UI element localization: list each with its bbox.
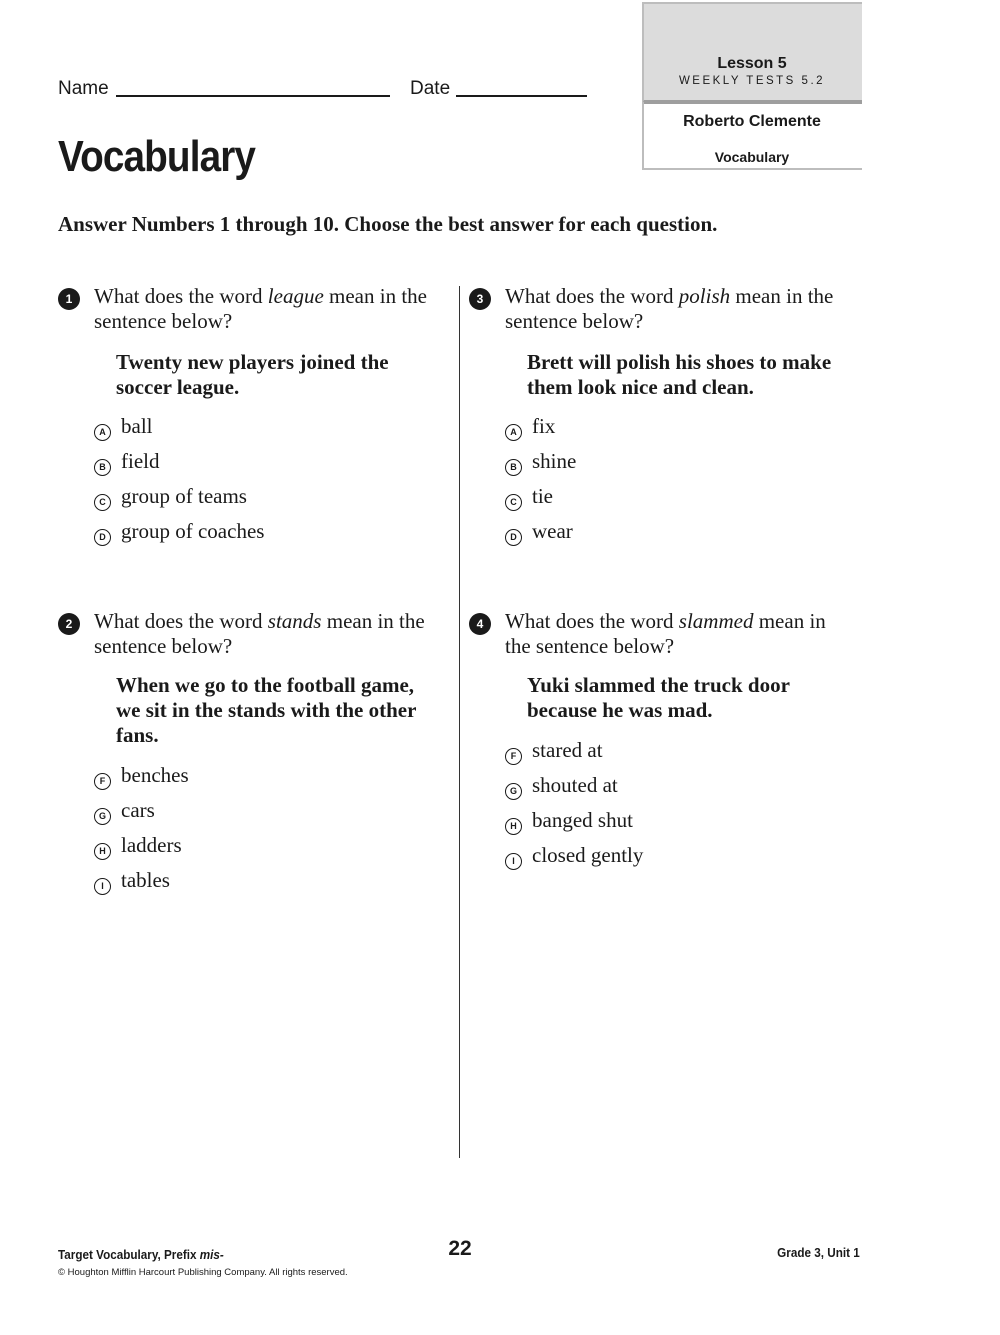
choice-text: shouted at	[532, 773, 618, 797]
stem-before: What does the word	[505, 609, 679, 633]
page-number: 22	[448, 1237, 472, 1260]
target-word: slammed	[678, 609, 754, 633]
choice-text: tie	[532, 484, 553, 508]
choice-text: ball	[121, 414, 153, 438]
answer-bubble[interactable]: I	[505, 853, 522, 870]
choice-text: field	[121, 449, 160, 473]
answer-bubble[interactable]: D	[94, 529, 111, 546]
question-number-badge: 4	[469, 613, 491, 635]
answer-bubble[interactable]: C	[94, 494, 111, 511]
answer-bubble[interactable]: A	[505, 424, 522, 441]
choice-text: ladders	[121, 833, 182, 857]
stem-after: mean in the sentence below?	[94, 609, 425, 658]
choice-text: group of teams	[121, 484, 247, 508]
stem-after: mean in the sentence below?	[505, 284, 834, 333]
answer-bubble[interactable]: A	[94, 424, 111, 441]
answer-bubble[interactable]: C	[505, 494, 522, 511]
target-word: stands	[267, 609, 322, 633]
answer-bubble[interactable]: H	[505, 818, 522, 835]
target-word: polish	[678, 284, 731, 308]
question-sentence: Yuki slammed the truck door because he was mad.	[527, 673, 790, 722]
choice-text: benches	[121, 763, 189, 787]
name-write-line[interactable]	[116, 95, 390, 97]
answer-bubble[interactable]: D	[505, 529, 522, 546]
choice-text: cars	[121, 798, 155, 822]
choice-text: stared at	[532, 738, 603, 762]
answer-bubble[interactable]: B	[94, 459, 111, 476]
choice-text: banged shut	[532, 808, 633, 832]
lesson-subtitle: WEEKLY TESTS 5.2	[678, 75, 826, 87]
choice-text: wear	[532, 519, 573, 543]
choice-text: group of coaches	[121, 519, 265, 543]
question-stem	[505, 284, 845, 334]
name-label: Name	[58, 78, 109, 99]
question-sentence: Brett will polish his shoes to make them look nice and clean.	[527, 350, 832, 399]
footer-copyright: © Houghton Mifflin Harcourt Publishing Company. All rights reserved.	[58, 1267, 348, 1278]
answer-bubble[interactable]: I	[94, 878, 111, 895]
answer-bubble[interactable]: H	[94, 843, 111, 860]
choice-text: fix	[532, 414, 556, 438]
question-stem	[94, 284, 434, 334]
story-title: Roberto Clemente	[683, 113, 821, 130]
answer-bubble[interactable]: G	[94, 808, 111, 825]
stem-after: mean in the sentence below?	[505, 609, 826, 658]
lesson-box-header	[642, 2, 862, 104]
stem-before: What does the word	[94, 609, 268, 633]
footer-skill-text: Target Vocabulary, Prefix	[58, 1247, 200, 1262]
answer-bubble[interactable]: B	[505, 459, 522, 476]
answer-bubble[interactable]: F	[505, 748, 522, 765]
page-title: Vocabulary	[58, 132, 256, 181]
answer-bubble[interactable]: F	[94, 773, 111, 790]
question-stem	[94, 609, 434, 659]
question-number-badge: 2	[58, 613, 80, 635]
date-label: Date	[410, 78, 451, 99]
choice-text: shine	[532, 449, 577, 473]
column-divider	[459, 286, 460, 1158]
question-number-badge: 1	[58, 288, 80, 310]
footer-skill	[58, 1247, 224, 1262]
answer-bubble[interactable]: G	[505, 783, 522, 800]
lesson-box	[642, 2, 862, 170]
instructions: Answer Numbers 1 through 10. Choose the best answer for each question.	[58, 212, 718, 236]
question-sentence: Twenty new players joined the soccer league.	[116, 350, 389, 399]
stem-before: What does the word	[94, 284, 268, 308]
choice-text: tables	[121, 868, 170, 892]
lesson-title: Lesson 5	[717, 55, 787, 72]
target-word: league	[267, 284, 324, 308]
question-stem	[505, 609, 845, 659]
stem-before: What does the word	[505, 284, 679, 308]
date-write-line[interactable]	[456, 95, 587, 97]
footer-grade-unit: Grade 3, Unit 1	[777, 1245, 860, 1260]
stem-after: mean in the sentence below?	[94, 284, 427, 333]
footer-prefix: mis-	[199, 1247, 224, 1262]
choice-text: closed gently	[532, 843, 644, 867]
skill-title: Vocabulary	[714, 149, 790, 165]
question-sentence: When we go to the football game, we sit in the stands with the other fans.	[116, 673, 417, 747]
question-number-badge: 3	[469, 288, 491, 310]
